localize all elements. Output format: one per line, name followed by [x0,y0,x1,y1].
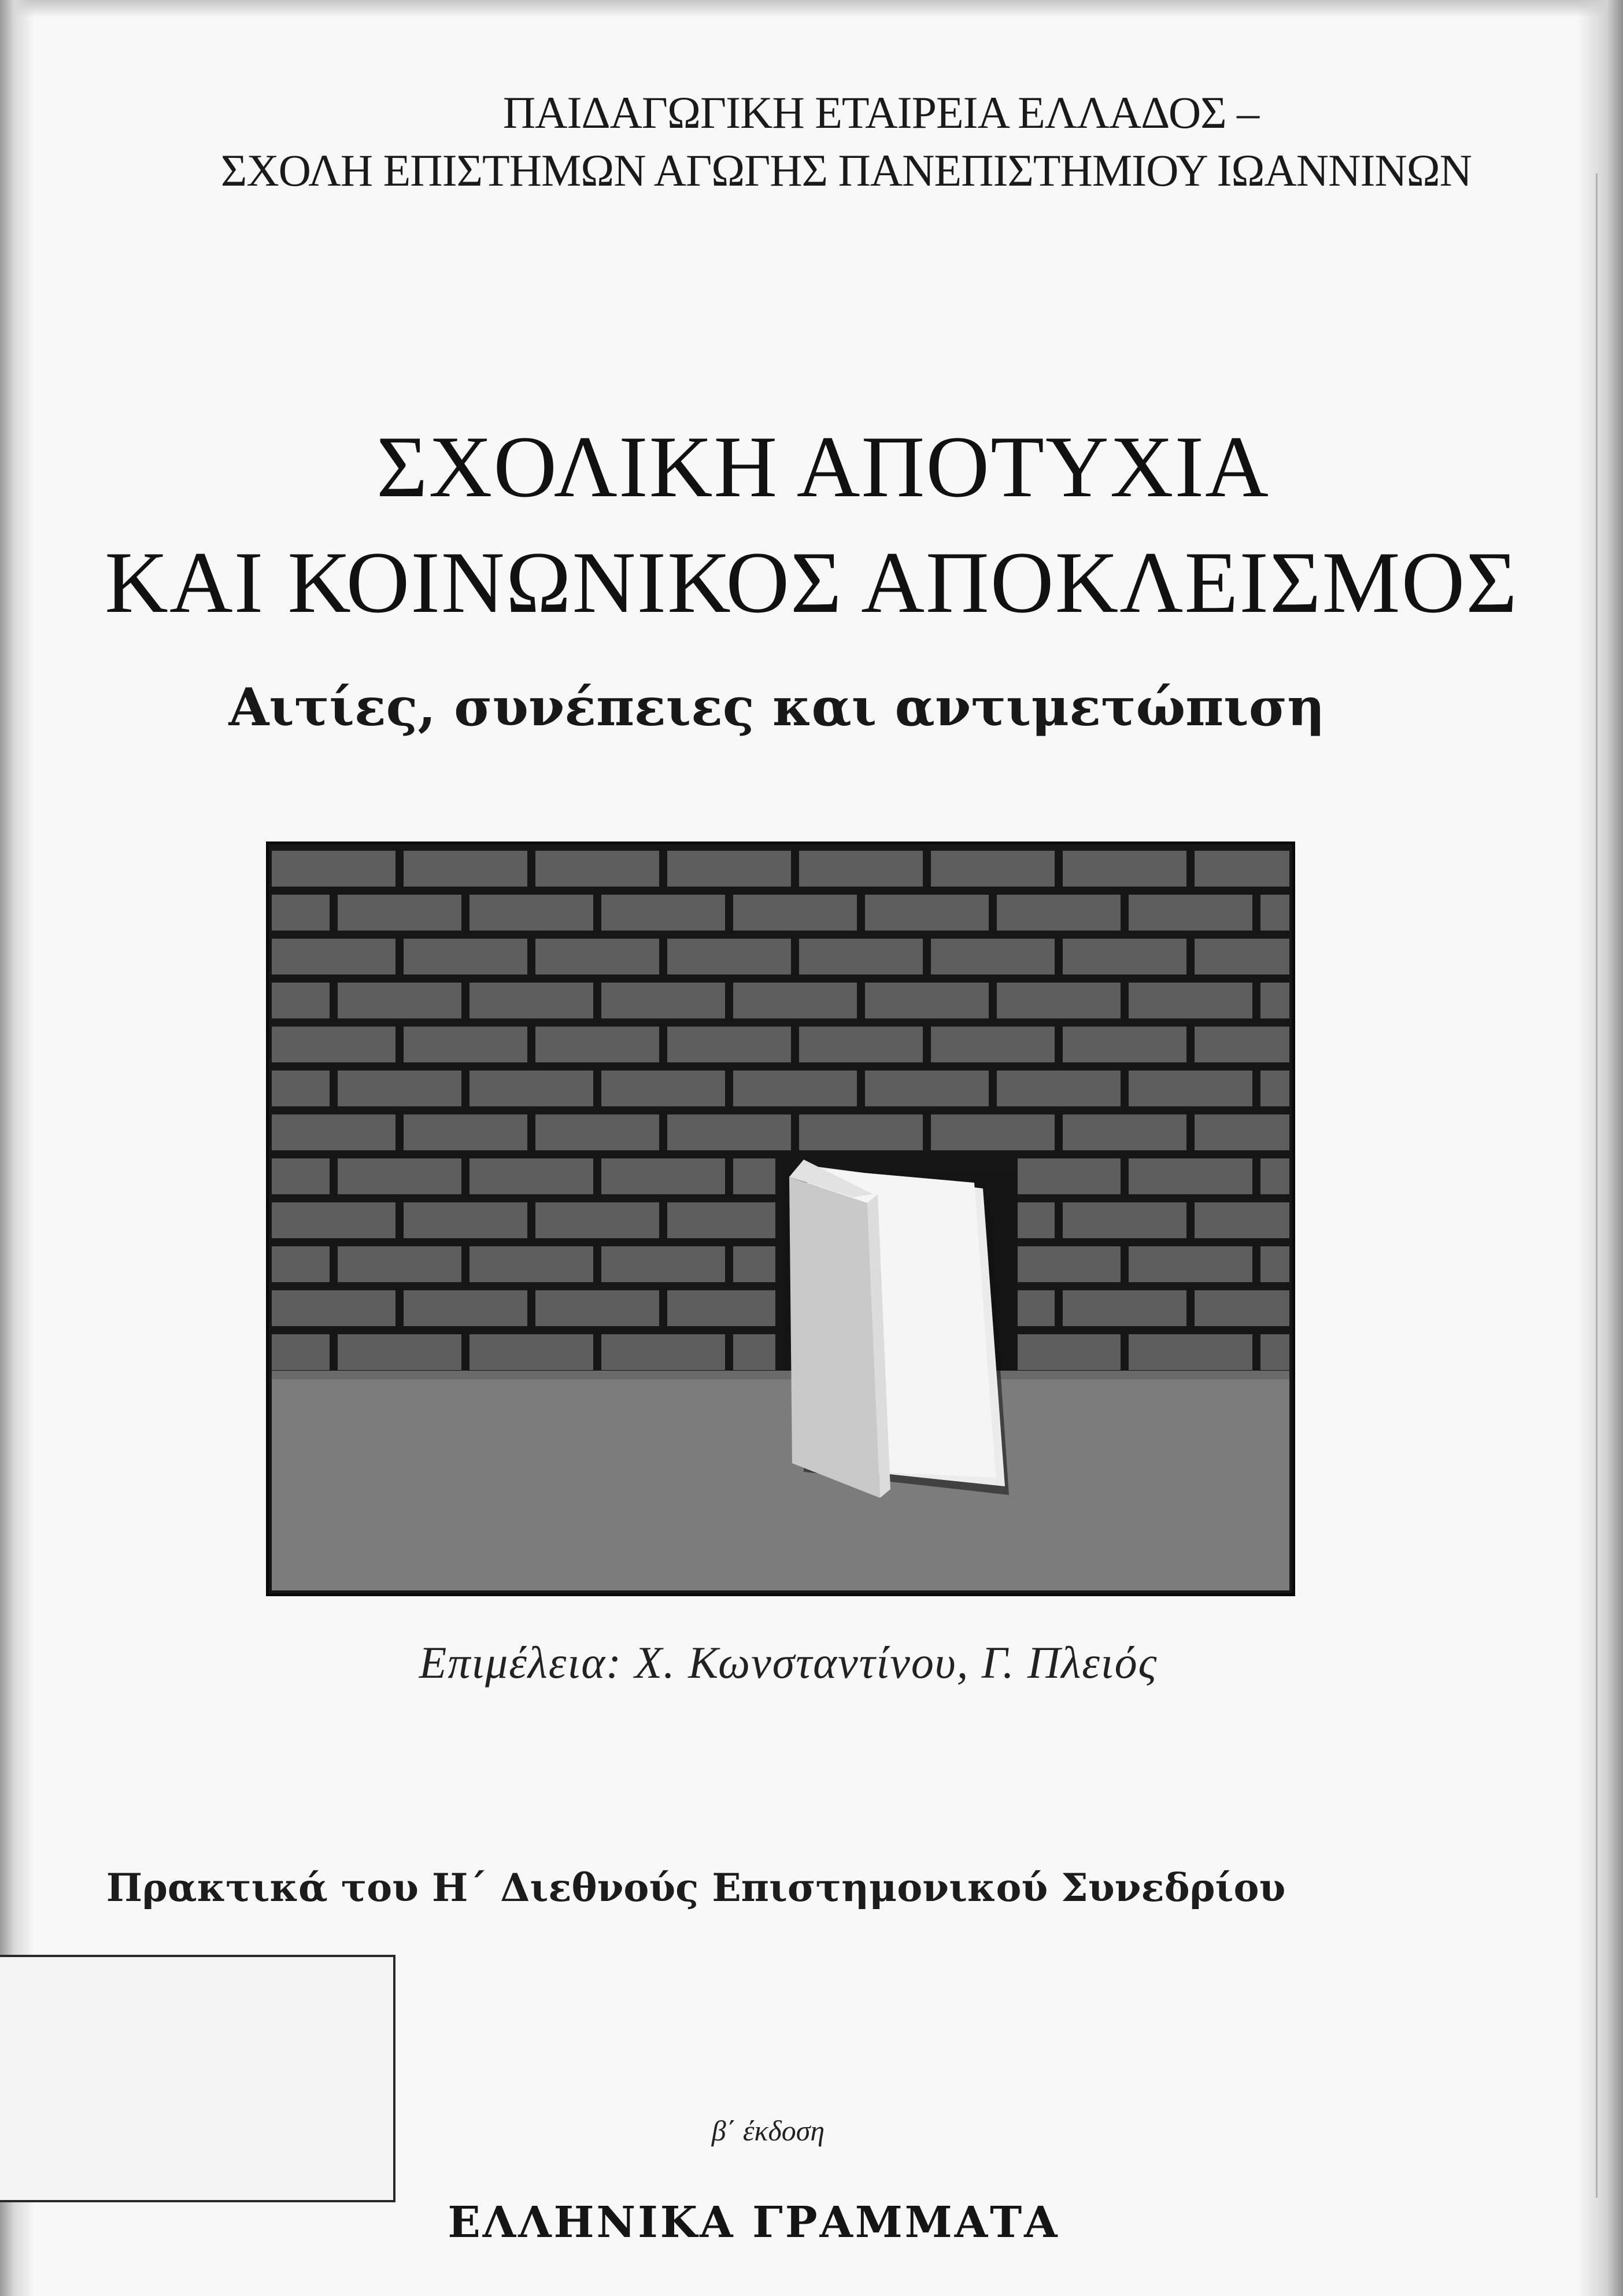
brick [469,1334,593,1370]
brick [1018,1158,1121,1194]
brick [1195,1114,1289,1150]
brick [404,1202,527,1238]
brick [338,895,461,931]
brick [667,1114,791,1150]
brick [1018,1202,1055,1238]
floor [272,1371,1289,1590]
brick [667,1290,775,1326]
brick [1129,895,1252,931]
brick [272,895,330,931]
proceedings-line: Πρακτικά του Η΄ Διεθνούς Επιστημονικού Συνεδρίου [106,1865,1286,1910]
brick [1129,1334,1252,1370]
book-icon [789,1160,1009,1498]
brick [1195,1202,1289,1238]
brick [799,1027,923,1062]
brick [931,939,1055,974]
brick [601,1334,725,1370]
brick [535,851,659,887]
brick [1018,1334,1121,1370]
brick [1260,895,1289,931]
brick [272,851,395,887]
organization-line-1: ΠΑΙΔΑΓΩΓΙΚΗ ΕΤΑΙΡΕΙΑ ΕΛΛΑΔΟΣ – [502,87,1259,138]
brick [469,1071,593,1106]
cover-illustration [266,841,1295,1596]
brick [799,1114,923,1150]
brick [865,895,989,931]
brick [272,1027,395,1062]
brick [404,1114,527,1150]
brick [469,983,593,1018]
brick [997,983,1121,1018]
book-title-line-1: ΣΧΟΛΙΚΗ ΑΠΟΤΥΧΙΑ [376,418,1270,515]
brick [1129,983,1252,1018]
brick [469,1246,593,1282]
brick [1063,1290,1186,1326]
brick [1129,1246,1252,1282]
brick [469,1158,593,1194]
brick [1260,1071,1289,1106]
brick [601,1246,725,1282]
brick [997,895,1121,931]
brick [535,1027,659,1062]
organization-line-2: ΣΧΟΛΗ ΕΠΙΣΤΗΜΩΝ ΑΓΩΓΗΣ ΠΑΝΕΠΙΣΤΗΜΙΟΥ ΙΩΑΝΝΙΝΩΝ [220,145,1472,195]
brick [535,1290,659,1326]
brick [1129,1071,1252,1106]
brick [1260,983,1289,1018]
brick [272,983,330,1018]
brick [733,1246,775,1282]
brick [1195,851,1289,887]
brick [338,1071,461,1106]
scan-left-edge [0,0,35,2296]
brick [1260,1158,1289,1194]
book-subtitle: Αιτίες, συνέπειες και αντιμετώπιση [228,677,1325,738]
floor-edge [272,1371,1289,1379]
brick [404,1027,527,1062]
brick [1063,939,1186,974]
brick [272,939,395,974]
brick [667,851,791,887]
brick [1063,1114,1186,1150]
brick [931,1027,1055,1062]
brick [404,939,527,974]
brick [338,1334,461,1370]
brick [404,1290,527,1326]
brick [1063,1027,1186,1062]
brick [733,983,857,1018]
brick [667,1202,775,1238]
brick [535,1202,659,1238]
brick [799,939,923,974]
brick [1260,1334,1289,1370]
library-label-sticker [0,1955,395,2202]
scan-top-edge [0,0,1623,17]
editors-credit: Επιμέλεια: Χ. Κωνσταντίνου, Γ. Πλειός [419,1637,1158,1688]
brick [1063,851,1186,887]
brick [469,895,593,931]
brick [601,1071,725,1106]
brick [1195,1290,1289,1326]
brick [272,1114,395,1150]
brick [1018,1246,1121,1282]
brick [733,1071,857,1106]
scan-right-edge [1577,0,1623,2296]
brick [865,983,989,1018]
book-title-line-2: ΚΑΙ ΚΟΙΝΩΝΙΚΟΣ ΑΠΟΚΛΕΙΣΜΟΣ [105,534,1518,631]
brick [997,1071,1121,1106]
brick [272,1334,330,1370]
brick [601,983,725,1018]
brick [733,895,857,931]
brick [667,939,791,974]
brick [601,895,725,931]
brick [272,1202,395,1238]
brick [404,851,527,887]
publisher-name: ΕΛΛΗΝΙΚΑ ΓΡΑΜΜΑΤΑ [448,2198,1060,2247]
brick [535,1114,659,1150]
brick [931,851,1055,887]
brick [338,983,461,1018]
brick [865,1071,989,1106]
brick [1018,1290,1055,1326]
brick [272,1071,330,1106]
brick [733,1334,775,1370]
brick [272,1290,395,1326]
brick [338,1158,461,1194]
brick [1129,1158,1252,1194]
brick [272,1246,330,1282]
brick [535,939,659,974]
brick [931,1114,1055,1150]
brick [667,1027,791,1062]
brick [1195,939,1289,974]
brick [1260,1246,1289,1282]
edition-note: β΄ έκδοση [711,2114,825,2147]
brick [272,1158,330,1194]
brick [601,1158,725,1194]
brick [733,1158,775,1194]
brick [338,1246,461,1282]
brick [1195,1027,1289,1062]
brick [799,851,923,887]
brick [1063,1202,1186,1238]
